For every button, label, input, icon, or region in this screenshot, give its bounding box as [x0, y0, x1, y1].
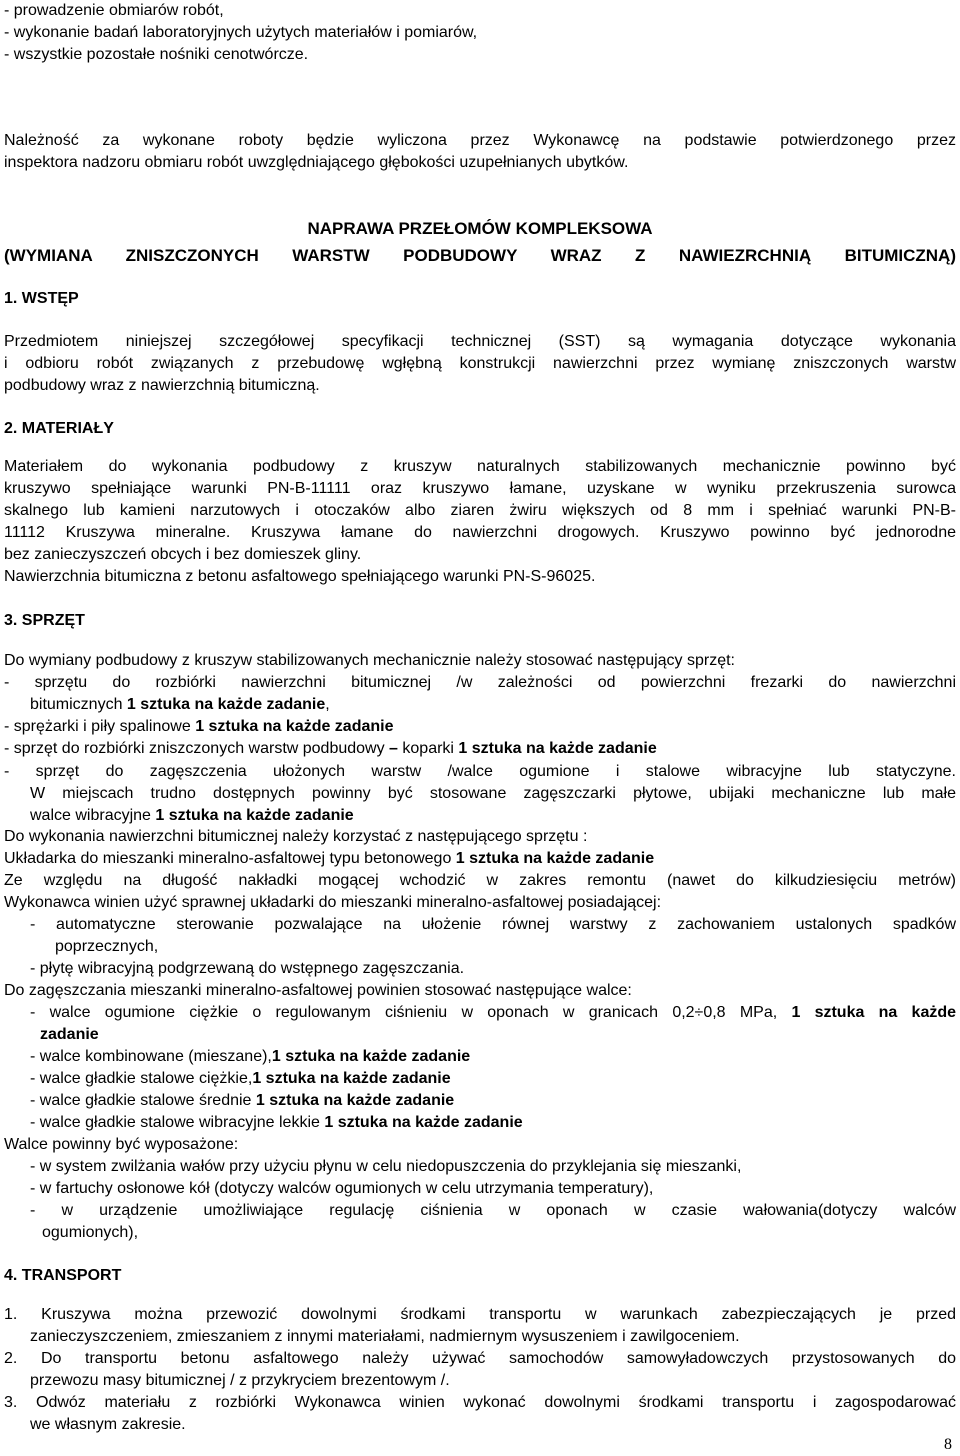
list-item: - w fartuchy osłonowe kół (dotyczy walców ogumionych w celu utrzymania temperatury),	[30, 1180, 654, 1197]
unit-label: 1 sztuka na każde zadanie	[126, 696, 326, 713]
list-item: - w system zwilżania wałów przy użyciu płynu w celu niedopuszczenia do przyklejania się mieszanki,	[30, 1158, 742, 1175]
list-item: - płytę wibracyjną podgrzewaną do wstępnego zagęszczania.	[30, 960, 465, 977]
paragraph-line: bez zanieczyszczeń obcych i bez domieszek gliny.	[4, 546, 362, 563]
page-subtitle: (WYMIANA ZNISZCZONYCH WARSTW PODBUDOWY WRAZ Z NAWIEZRCHNIĄ BITUMICZNĄ)	[4, 246, 956, 265]
list-item-continuation: przewozu masy bitumicznej / z przykryciem brezentowym /.	[30, 1372, 450, 1389]
section-heading: 1. WSTĘP	[4, 290, 79, 307]
unit-label: 1 sztuka na każde zadanie	[455, 850, 655, 867]
paragraph-line: Do zagęszczania mieszanki mineralno-asfaltowej powinien stosować następujące walce:	[4, 982, 632, 999]
list-item: - walce gładkie stalowe wibracyjne lekkie 1 sztuka na każde zadanie	[30, 1114, 523, 1131]
list-item: 2. Do transportu betonu asfaltowego należy używać samochodów samowyładowczych przystosowanych do	[4, 1350, 956, 1367]
list-item: - prowadzenie obmiarów robót,	[4, 2, 224, 19]
list-item-continuation: bitumicznych 1 sztuka na każde zadanie,	[30, 696, 330, 713]
paragraph-line: Do wymiany podbudowy z kruszyw stabilizowanych mechanicznie należy stosować następujący sprzęt:	[4, 652, 735, 669]
paragraph-line: Ze względu na długość nakładki mogącej wchodzić w zakres remontu (nawet do kilkudziesięciu metrów)	[4, 872, 956, 889]
list-item: 3. Odwóz materiału z rozbiórki Wykonawca winien wykonać dowolnymi środkami transportu i zagospodarować	[4, 1394, 956, 1411]
paragraph-line: Wykonawca winien użyć sprawnej układarki do mieszanki mineralno-asfaltowej posiadającej:	[4, 894, 662, 911]
section-heading: 4. TRANSPORT	[4, 1267, 122, 1284]
paragraph-line: Walce powinny być wyposażone:	[4, 1136, 239, 1153]
paragraph-line: Materiałem do wykonania podbudowy z kruszyw naturalnych stabilizowanych mechanicznie powinno być	[4, 458, 956, 475]
list-item-continuation: walce wibracyjne 1 sztuka na każde zadanie	[30, 807, 354, 824]
list-item: - automatyczne sterowanie pozwalające na ułożenie równej warstwy z zachowaniem ustalonych spadków	[30, 916, 956, 933]
list-item: - wszystkie pozostałe nośniki cenotwórcze.	[4, 46, 309, 63]
unit-label: 1 sztuka na każde zadanie	[155, 807, 354, 824]
paragraph-line: Należność za wykonane roboty będzie wyliczona przez Wykonawcę na podstawie potwierdzonego przez	[4, 132, 956, 149]
section-heading: 3. SPRZĘT	[4, 612, 85, 629]
paragraph-line: 11112 Kruszywa mineralne. Kruszywa łamane do nawierzchni drogowych. Kruszywo powinno być jednorodne	[4, 524, 956, 541]
list-item: - w urządzenie umożliwiające regulację ciśnienia w oponach w czasie wałowania(dotyczy walców	[30, 1202, 956, 1219]
list-item-continuation: poprzecznych,	[55, 938, 159, 955]
list-item-continuation: zadanie	[40, 1026, 99, 1043]
unit-label: 1 sztuka na każde zadanie	[271, 1048, 471, 1065]
paragraph-line: kruszywo spełniające warunki PN-B-11111 oraz kruszywo łamane, uzyskane w wyniku przekruszenia surowca	[4, 480, 956, 497]
list-item: 1. Kruszywa można przewozić dowolnymi środkami transportu w warunkach zabezpieczających je przed	[4, 1306, 956, 1323]
list-item: - sprzęt do zagęszczenia ułożonych warstw /walce ogumione i stalowe wibracyjne lub statyczyne.	[4, 763, 956, 780]
paragraph-line: Przedmiotem niniejszej szczegółowej specyfikacji technicznej (SST) są wymagania dotyczące wykonania	[4, 333, 956, 350]
list-item-continuation: zanieczyszczeniem, zmieszaniem z innymi materiałami, nadmiernym wysuszeniem i zawilgoceniem.	[30, 1328, 740, 1345]
unit-label: 1 sztuka na każde zadanie	[255, 1092, 455, 1109]
paragraph-line: inspektora nadzoru obmiaru robót uwzględniającego głębokości uzupełnianych ubytków.	[4, 154, 629, 171]
list-item-continuation: we własnym zakresie.	[30, 1416, 186, 1433]
paragraph-line: Układarka do mieszanki mineralno-asfaltowej typu betonowego 1 sztuka na każde zadanie	[4, 850, 655, 867]
list-item: - sprzęt do rozbiórki zniszczonych warstw podbudowy – koparki 1 sztuka na każde zadanie	[4, 740, 657, 757]
paragraph-line: Nawierzchnia bitumiczna z betonu asfaltowego spełniającego warunki PN-S-96025.	[4, 568, 596, 585]
section-heading: 2. MATERIAŁY	[4, 420, 114, 437]
page-title: NAPRAWA PRZEŁOMÓW KOMPLEKSOWA	[307, 219, 653, 238]
list-item: - walce kombinowane (mieszane),1 sztuka na każde zadanie	[30, 1048, 471, 1065]
list-item: - walce gładkie stalowe średnie 1 sztuka na każde zadanie	[30, 1092, 455, 1109]
page-number: 8	[944, 1436, 952, 1453]
list-item: - wykonanie badań laboratoryjnych użytych materiałów i pomiarów,	[4, 24, 478, 41]
list-item: - sprzętu do rozbiórki nawierzchni bitumicznej /w zależności od powierzchni frezarki do nawierzchni	[4, 674, 956, 691]
list-item: - walce gładkie stalowe ciężkie,1 sztuka na każde zadanie	[30, 1070, 451, 1087]
list-item: - sprężarki i piły spalinowe 1 sztuka na każde zadanie	[4, 718, 394, 735]
list-item-continuation: W miejscach trudno dostępnych powinny być stosowane zagęszczarki płytowe, ubijaki mechaniczne lub małe	[30, 785, 956, 802]
unit-label: 1 sztuka na każde zadanie	[252, 1070, 451, 1087]
unit-label: 1 sztuka na każde zadanie	[458, 740, 657, 757]
list-item-continuation: ogumionych),	[42, 1224, 139, 1241]
list-item: - walce ogumione ciężkie o regulowanym ciśnieniu w oponach w granicach 0,2÷0,8 MPa, 1 sztuka na każde	[30, 1004, 956, 1021]
paragraph-line: skalnego lub kamieni narzutowych i otoczaków albo ziaren żwiru większych od 8 mm i spełniać warunki PN-B-	[4, 502, 956, 519]
paragraph-line: podbudowy wraz z nawierzchnią bitumiczną.	[4, 377, 320, 394]
paragraph-line: Do wykonania nawierzchni bitumicznej należy korzystać z następującego sprzętu :	[4, 828, 588, 845]
paragraph-line: i odbioru robót związanych z przebudowę wgłębną konstrukcji nawierzchni przez wymianę zniszczonych warstw	[4, 355, 956, 372]
unit-label: 1 sztuka na każde zadanie	[324, 1114, 523, 1131]
unit-label: 1 sztuka na każde zadanie	[195, 718, 394, 735]
